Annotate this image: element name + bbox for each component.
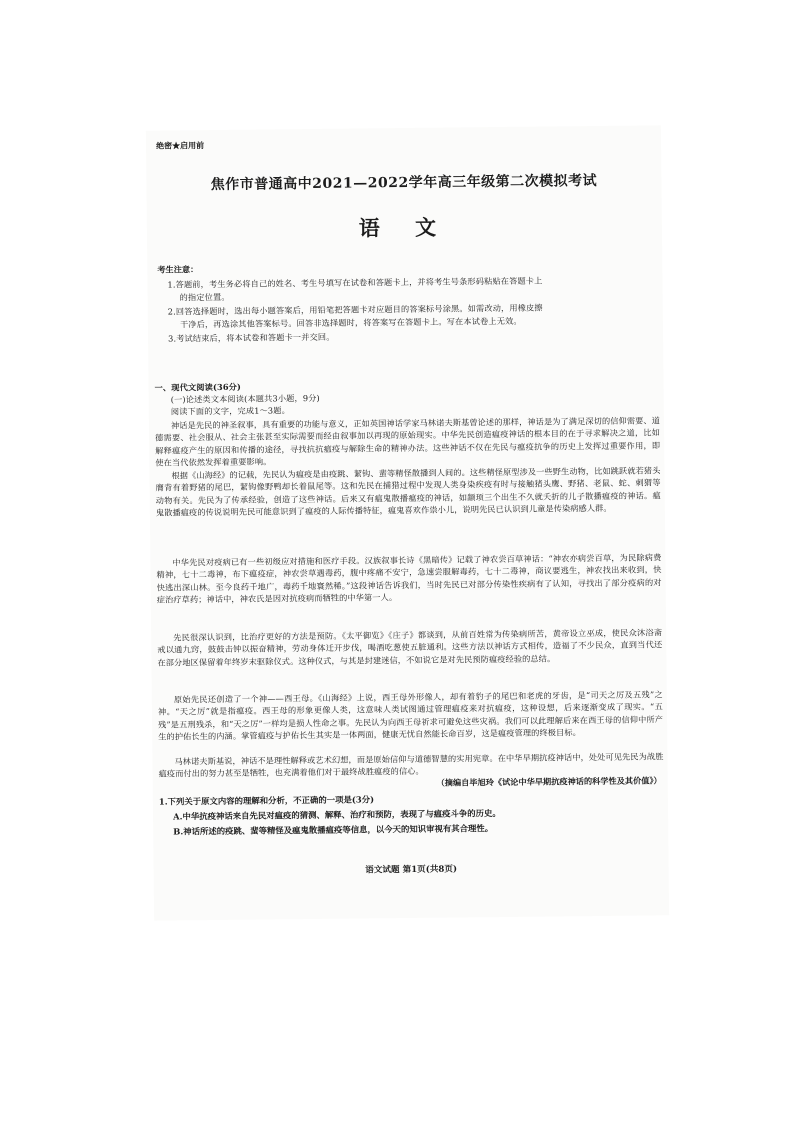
source-citation: （摘编自毕旭玲《试论中华早期抗疫神话的科学性及其价值》） (436, 775, 662, 788)
notice-line: 1.答题前，考生务必将自己的姓名、考生号填写在试卷和答题卡上，并将考生号条形码粘贴在答题卡上 (167, 275, 543, 290)
question-option: A.中华抗疫神话来自先民对瘟疫的猜测、解释、治疗和预防，表现了与瘟疫斗争的历史。 (173, 808, 501, 822)
question-stem: 1.下列关于原文内容的理解和分析，不正确的一项是(3分) (158, 794, 375, 807)
notice-line: 的指定位置。 (179, 291, 230, 303)
passage-paragraph: 原始先民还创造了一个神——西王母。《山海经》上说，西王母外形像人，却有着豹子的尾巴和老虎的牙齿，是“司天之厉及五残”之神。“天之厉”就是指瘟疫。西王母的形象更像人类，这意味人类试图通过管理瘟疫来对抗瘟疫，这种设想，后来逐渐变成了现实。“五残”是五刑残杀，和“天之厉”一样均是损人性命之事。先民认为向西王母祈求可避免这些灾祸。我们可以此理解后来在西王母的信仰中所产生的护佑长生的内涵。掌管瘟疫与护佑长生其实是一体两面，健康无忧自然能长命百岁，这是瘟疫管理的终极目标。 (157, 689, 664, 742)
subject-title: 语 文 (358, 214, 451, 241)
exam-sheet (146, 125, 669, 920)
question-option: B.神话所述的疫跳、蜚等精怪及瘟鬼散播瘟疫等信息，以今天的知识审视有其合理性。 (173, 823, 494, 837)
passage-paragraph: 中华先民对疫病已有一些初级应对措施和医疗手段。汉族叙事长诗《黑暗传》记载了神农尝百草神话：“神农亦病尝百草，为民除病费精神，七十二毒神，布下瘟疫症，神农尝草遇毒药，腹中疼痛不安宁，急速尝服解毒药，七十二毒神，商议要逃生，神农找出来收到，快快逃出深山林。至今良药千地广，毒药千地寰然稀。”这段神话告诉我们，当时先民已对部分传染性疾病有了认知，寻找出了部分疫病的对症治疗草药；神话中，神农氏是因对抗疫病而牺牲的中华第一人。 (156, 552, 662, 605)
passage-paragraph: 马林诺夫斯基说，神话不是理性解释或艺术幻想，而是原始信仰与道德智慧的实用宪章。在中华早期抗疫神话中，处处可见先民为战胜瘟疫而付出的努力甚至是牺牲，也充满着他们对于最终战胜瘟疫的信心。 (158, 751, 664, 780)
notice-line: 3.考试结束后，将本试卷和答题卡一并交回。 (168, 331, 335, 344)
notice-heading: 考生注意： (157, 264, 199, 275)
notice-line: 2.回答选择题时，选出每小题答案后，用铅笔把答题卡对应题目的答案标号涂黑。如需改动，用橡皮擦 (167, 302, 543, 317)
page-footer: 语文试题 第1页(共8页) (365, 864, 458, 876)
passage-paragraph: 根据《山海经》的记载，先民认为瘟疫是由疫跳、絜钩、蜚等精怪散播到人间的。这些精怪原型涉及一些野生动物，比如跳跃就若猪头膺背有着野猪的尾巴，絜钩像野鸭却长着鼠尾等。这和先民在捕猎过程中发现人类身染疾疫有时与接触猪头鹰、野猪、老鼠、蛇、刺猬等动物有关。先民为了传承经验，创造了这些神话。后来又有瘟鬼散播瘟疫的神话，如颛顼三个出生不久就夭折的儿子散播瘟疫的神话。瘟鬼散播瘟疫的传说说明先民可能意识到了瘟疫的人际传播特征，瘟鬼喜欢作祟小儿，说明先民已认识到儿童是传染病感人群。 (155, 465, 661, 518)
section-title: 一、现代文阅读(36分) (154, 381, 242, 393)
passage-paragraph: 神话是先民的神圣叙事，具有重要的功能与意义，正如英国神话学家马林诺夫斯基曾论述的那样，神话是为了满足深切的信仰需要、道德需要、社会服从、社会主张甚至实际需要而经由叙事加以再现的原始现实。中华先民创造瘟疫神话的根本目的在于寻求解决之道，比如解释瘟疫产生的原因和传播的途径，寻找抗抗瘟疫与解除生命的精神办法。这些神话不仅在先民与瘟疫抗争的历史上发挥过重要作用，即使在当代依然发挥着重要影响。 (155, 415, 661, 468)
exam-title: 焦作市普通高中2021—2022学年高三年级第二次模拟考试 (210, 172, 598, 194)
secret-label: 绝密★启用前 (155, 140, 205, 151)
notice-line: 干净后，再选涂其他答案标号。回答非选择题时，将答案写在答题卡上。写在本试卷上无效。 (179, 315, 522, 330)
subsection-title: (一)论述类文本阅读(本题共3小题，9分) (170, 392, 320, 405)
instruction-text: 阅读下面的文字，完成1～3题。 (170, 405, 290, 417)
passage-paragraph: 先民很深认识到，比治疗更好的方法是预防。《太平御览》《庄子》都谈到，从前百姓常为传染病所苦，黄帝设立巫成，使民众沐浴斋戒以通九窍，鼓鼓击钟以振奋精神，劳动身体迁开步伐，喝酒吃葱使五脏通利。这些方法以神话方式相传，造福了不少民众，直到当代还在部分地区保留着年终岁末驱除仪式。这种仪式，与其是封建迷信，不如说它是对先民预防瘟疫经验的总结。 (157, 627, 663, 668)
